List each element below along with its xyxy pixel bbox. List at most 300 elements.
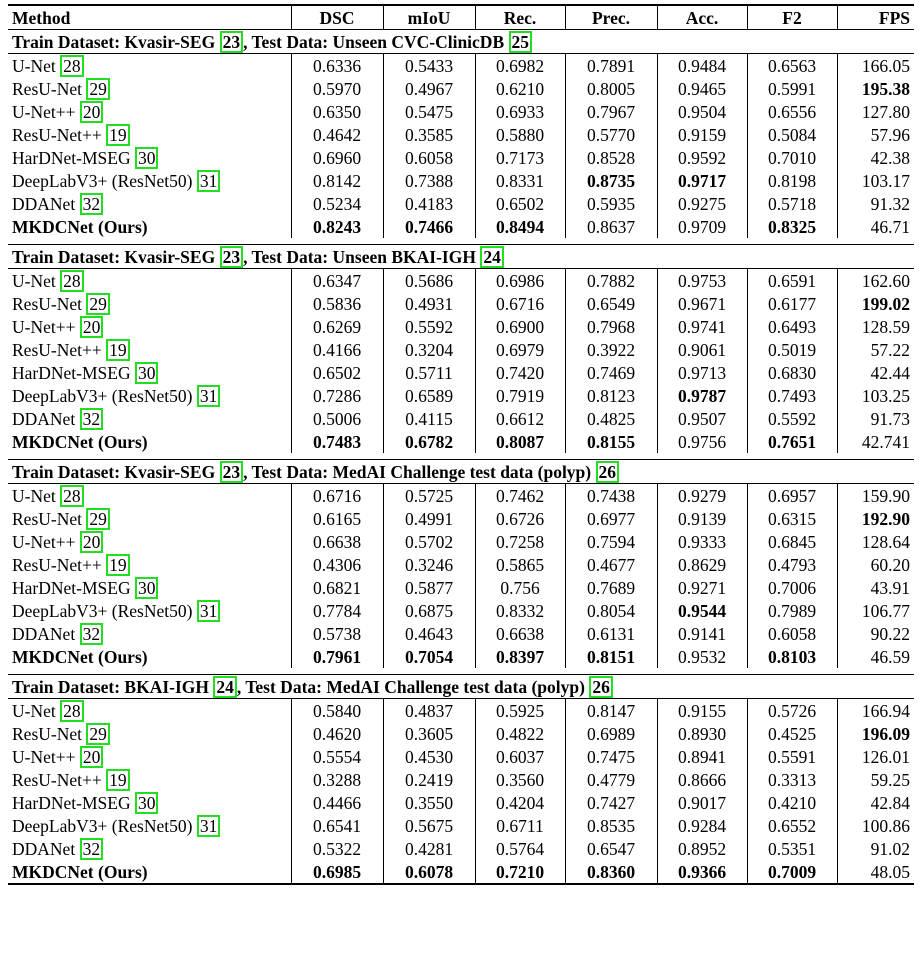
method-cell <box>8 484 291 508</box>
fps-cell: 42.38 <box>837 146 914 169</box>
f2-cell: 0.7010 <box>747 146 837 169</box>
method-cell <box>8 169 291 192</box>
method-cell <box>8 100 291 123</box>
miou-cell: 0.6078 <box>383 860 475 884</box>
citation-link[interactable]: 30 <box>135 362 159 384</box>
fps-cell: 195.38 <box>837 77 914 100</box>
citation-link[interactable]: 28 <box>60 485 84 507</box>
dsc-cell: 0.6350 <box>291 100 383 123</box>
table-row <box>8 338 914 361</box>
section-title-text: , Test Data: MedAI Challenge test data (polyp) <box>236 676 590 697</box>
recall-cell: 0.6711 <box>475 814 565 837</box>
method-cell <box>8 430 291 453</box>
dsc-cell: 0.7286 <box>291 384 383 407</box>
precision-cell: 0.8155 <box>565 430 657 453</box>
method-name: DDANet <box>12 623 80 644</box>
precision-cell: 0.6989 <box>565 722 657 745</box>
method-cell <box>8 699 291 723</box>
precision-cell: 0.7594 <box>565 530 657 553</box>
citation-link[interactable]: 32 <box>80 623 104 645</box>
fps-cell: 162.60 <box>837 269 914 293</box>
table-row <box>8 192 914 215</box>
precision-cell: 0.6977 <box>565 507 657 530</box>
precision-cell: 0.8147 <box>565 699 657 723</box>
table-row <box>8 745 914 768</box>
precision-cell: 0.7967 <box>565 100 657 123</box>
fps-cell: 100.86 <box>837 814 914 837</box>
fps-cell: 127.80 <box>837 100 914 123</box>
table-row <box>8 215 914 238</box>
method-cell <box>8 645 291 668</box>
section-title-text: Train Dataset: Kvasir-SEG <box>12 246 220 267</box>
dsc-cell: 0.4166 <box>291 338 383 361</box>
method-cell <box>8 384 291 407</box>
miou-cell: 0.3204 <box>383 338 475 361</box>
table-row <box>8 814 914 837</box>
miou-cell: 0.6058 <box>383 146 475 169</box>
dsc-cell: 0.8243 <box>291 215 383 238</box>
header-f2: F2 <box>747 5 837 30</box>
precision-cell: 0.8005 <box>565 77 657 100</box>
citation-link[interactable]: 19 <box>106 339 130 361</box>
miou-cell: 0.3605 <box>383 722 475 745</box>
recall-cell: 0.8087 <box>475 430 565 453</box>
table-row <box>8 407 914 430</box>
section-title <box>8 30 914 54</box>
recall-cell: 0.5764 <box>475 837 565 860</box>
fps-cell: 103.17 <box>837 169 914 192</box>
fps-cell: 57.22 <box>837 338 914 361</box>
miou-cell: 0.4530 <box>383 745 475 768</box>
method-name: U-Net++ <box>12 101 80 122</box>
dsc-cell: 0.5006 <box>291 407 383 430</box>
table-row <box>8 837 914 860</box>
dsc-cell: 0.7483 <box>291 430 383 453</box>
f2-cell: 0.5718 <box>747 192 837 215</box>
dsc-cell: 0.6347 <box>291 269 383 293</box>
method-name: U-Net++ <box>12 531 80 552</box>
method-name: HarDNet-MSEG <box>12 577 135 598</box>
section-title-text: , Test Data: Unseen CVC-ClinicDB <box>243 31 509 52</box>
dsc-cell: 0.8142 <box>291 169 383 192</box>
table-row <box>8 123 914 146</box>
citation-link[interactable]: 19 <box>106 769 130 791</box>
fps-cell: 91.32 <box>837 192 914 215</box>
header-precision: Prec. <box>565 5 657 30</box>
table-row <box>8 484 914 508</box>
precision-cell: 0.7882 <box>565 269 657 293</box>
citation-link[interactable]: 24 <box>480 246 504 268</box>
dsc-cell: 0.6165 <box>291 507 383 530</box>
method-name: ResU-Net++ <box>12 554 107 575</box>
precision-cell: 0.3922 <box>565 338 657 361</box>
method-cell <box>8 814 291 837</box>
method-name: DDANet <box>12 408 80 429</box>
accuracy-cell: 0.8930 <box>657 722 747 745</box>
table-row <box>8 315 914 338</box>
table-row <box>8 699 914 723</box>
accuracy-cell: 0.9284 <box>657 814 747 837</box>
method-cell <box>8 77 291 100</box>
miou-cell: 0.5433 <box>383 54 475 78</box>
f2-cell: 0.6830 <box>747 361 837 384</box>
citation-link[interactable]: 28 <box>60 700 84 722</box>
f2-cell: 0.5991 <box>747 77 837 100</box>
dsc-cell: 0.5322 <box>291 837 383 860</box>
method-name: ResU-Net++ <box>12 769 107 790</box>
method-name: ResU-Net++ <box>12 124 107 145</box>
accuracy-cell: 0.8952 <box>657 837 747 860</box>
method-cell <box>8 123 291 146</box>
recall-cell: 0.3560 <box>475 768 565 791</box>
dsc-cell: 0.4642 <box>291 123 383 146</box>
f2-cell: 0.5592 <box>747 407 837 430</box>
method-cell <box>8 553 291 576</box>
citation-link[interactable]: 25 <box>509 31 533 53</box>
method-name: ResU-Net <box>12 723 87 744</box>
f2-cell: 0.6177 <box>747 292 837 315</box>
accuracy-cell: 0.9061 <box>657 338 747 361</box>
method-name: MKDCNet (Ours) <box>12 646 148 667</box>
method-name: MKDCNet (Ours) <box>12 216 148 237</box>
fps-cell: 126.01 <box>837 745 914 768</box>
table-row <box>8 169 914 192</box>
recall-cell: 0.756 <box>475 576 565 599</box>
table-row <box>8 146 914 169</box>
precision-cell: 0.6549 <box>565 292 657 315</box>
accuracy-cell: 0.8666 <box>657 768 747 791</box>
f2-cell: 0.4210 <box>747 791 837 814</box>
precision-cell: 0.7475 <box>565 745 657 768</box>
method-cell <box>8 192 291 215</box>
citation-link[interactable]: 20 <box>80 746 104 768</box>
miou-cell: 0.3246 <box>383 553 475 576</box>
fps-cell: 42.84 <box>837 791 914 814</box>
accuracy-cell: 0.9484 <box>657 54 747 78</box>
method-cell <box>8 837 291 860</box>
recall-cell: 0.6726 <box>475 507 565 530</box>
f2-cell: 0.6591 <box>747 269 837 293</box>
miou-cell: 0.7466 <box>383 215 475 238</box>
table-row <box>8 430 914 453</box>
recall-cell: 0.8397 <box>475 645 565 668</box>
citation-link[interactable]: 31 <box>197 815 221 837</box>
citation-link[interactable]: 20 <box>80 531 104 553</box>
f2-cell: 0.6563 <box>747 54 837 78</box>
citation-link[interactable]: 32 <box>80 408 104 430</box>
f2-cell: 0.7989 <box>747 599 837 622</box>
method-name: ResU-Net++ <box>12 339 107 360</box>
dsc-cell: 0.5738 <box>291 622 383 645</box>
method-cell <box>8 507 291 530</box>
header-recall: Rec. <box>475 5 565 30</box>
citation-link[interactable]: 24 <box>213 676 237 698</box>
method-name: HarDNet-MSEG <box>12 792 135 813</box>
header-method: Method <box>8 5 291 30</box>
method-cell <box>8 599 291 622</box>
method-name: ResU-Net <box>12 508 87 529</box>
method-name: MKDCNet (Ours) <box>12 431 148 452</box>
miou-cell: 0.6589 <box>383 384 475 407</box>
section-title-text: , Test Data: Unseen BKAI-IGH <box>243 246 481 267</box>
f2-cell: 0.7493 <box>747 384 837 407</box>
table-row <box>8 384 914 407</box>
table-row <box>8 553 914 576</box>
precision-cell: 0.6547 <box>565 837 657 860</box>
fps-cell: 48.05 <box>837 860 914 884</box>
section-title-text: Train Dataset: BKAI-IGH <box>12 676 214 697</box>
method-name: U-Net <box>12 270 61 291</box>
dsc-cell: 0.6985 <box>291 860 383 884</box>
table-row <box>8 292 914 315</box>
method-cell <box>8 215 291 238</box>
miou-cell: 0.7388 <box>383 169 475 192</box>
citation-link[interactable]: 23 <box>220 246 244 268</box>
method-name: HarDNet-MSEG <box>12 147 135 168</box>
recall-cell: 0.6037 <box>475 745 565 768</box>
precision-cell: 0.5935 <box>565 192 657 215</box>
precision-cell: 0.8054 <box>565 599 657 622</box>
citation-link[interactable]: 32 <box>80 838 104 860</box>
accuracy-cell: 0.9756 <box>657 430 747 453</box>
miou-cell: 0.5711 <box>383 361 475 384</box>
method-name: U-Net++ <box>12 316 80 337</box>
citation-link[interactable]: 19 <box>106 554 130 576</box>
section-title-text: Train Dataset: Kvasir-SEG <box>12 461 220 482</box>
fps-cell: 166.05 <box>837 54 914 78</box>
method-cell <box>8 338 291 361</box>
miou-cell: 0.4931 <box>383 292 475 315</box>
fps-cell: 192.90 <box>837 507 914 530</box>
method-name: ResU-Net <box>12 78 87 99</box>
fps-cell: 60.20 <box>837 553 914 576</box>
accuracy-cell: 0.9504 <box>657 100 747 123</box>
dsc-cell: 0.6960 <box>291 146 383 169</box>
miou-cell: 0.5725 <box>383 484 475 508</box>
method-name: DeepLabV3+ (ResNet50) <box>12 600 197 621</box>
accuracy-cell: 0.9713 <box>657 361 747 384</box>
fps-cell: 59.25 <box>837 768 914 791</box>
table-row <box>8 599 914 622</box>
citation-link[interactable]: 29 <box>86 723 110 745</box>
f2-cell: 0.5591 <box>747 745 837 768</box>
dsc-cell: 0.3288 <box>291 768 383 791</box>
recall-cell: 0.7210 <box>475 860 565 884</box>
miou-cell: 0.3550 <box>383 791 475 814</box>
precision-cell: 0.7891 <box>565 54 657 78</box>
citation-link[interactable]: 23 <box>220 31 244 53</box>
dsc-cell: 0.4620 <box>291 722 383 745</box>
precision-cell: 0.7689 <box>565 576 657 599</box>
f2-cell: 0.8325 <box>747 215 837 238</box>
miou-cell: 0.3585 <box>383 123 475 146</box>
accuracy-cell: 0.9465 <box>657 77 747 100</box>
recall-cell: 0.6502 <box>475 192 565 215</box>
precision-cell: 0.4677 <box>565 553 657 576</box>
citation-link[interactable]: 32 <box>80 193 104 215</box>
miou-cell: 0.4967 <box>383 77 475 100</box>
table-row <box>8 530 914 553</box>
accuracy-cell: 0.9544 <box>657 599 747 622</box>
table-row <box>8 507 914 530</box>
citation-link[interactable]: 29 <box>86 78 110 100</box>
citation-link[interactable]: 23 <box>220 461 244 483</box>
method-cell <box>8 54 291 78</box>
dsc-cell: 0.6638 <box>291 530 383 553</box>
section-title <box>8 245 914 269</box>
accuracy-cell: 0.9279 <box>657 484 747 508</box>
accuracy-cell: 0.9333 <box>657 530 747 553</box>
miou-cell: 0.2419 <box>383 768 475 791</box>
precision-cell: 0.6131 <box>565 622 657 645</box>
citation-link[interactable]: 31 <box>197 385 221 407</box>
method-cell <box>8 530 291 553</box>
citation-link[interactable]: 26 <box>589 676 613 698</box>
f2-cell: 0.3313 <box>747 768 837 791</box>
table-row <box>8 791 914 814</box>
method-name: DDANet <box>12 193 80 214</box>
accuracy-cell: 0.9741 <box>657 315 747 338</box>
recall-cell: 0.7258 <box>475 530 565 553</box>
table-row <box>8 768 914 791</box>
dsc-cell: 0.5554 <box>291 745 383 768</box>
miou-cell: 0.4281 <box>383 837 475 860</box>
dsc-cell: 0.7961 <box>291 645 383 668</box>
recall-cell: 0.5880 <box>475 123 565 146</box>
method-name: ResU-Net <box>12 293 87 314</box>
fps-cell: 46.59 <box>837 645 914 668</box>
dsc-cell: 0.5970 <box>291 77 383 100</box>
recall-cell: 0.8332 <box>475 599 565 622</box>
dsc-cell: 0.6336 <box>291 54 383 78</box>
recall-cell: 0.6986 <box>475 269 565 293</box>
citation-link[interactable]: 30 <box>135 147 159 169</box>
citation-link[interactable]: 29 <box>86 293 110 315</box>
method-cell <box>8 768 291 791</box>
table-row <box>8 722 914 745</box>
method-cell <box>8 407 291 430</box>
miou-cell: 0.5686 <box>383 269 475 293</box>
miou-cell: 0.4183 <box>383 192 475 215</box>
f2-cell: 0.7651 <box>747 430 837 453</box>
table-row <box>8 54 914 78</box>
header-fps: FPS <box>837 5 914 30</box>
citation-link[interactable]: 28 <box>60 270 84 292</box>
dsc-cell: 0.5836 <box>291 292 383 315</box>
precision-cell: 0.8151 <box>565 645 657 668</box>
recall-cell: 0.6933 <box>475 100 565 123</box>
recall-cell: 0.7462 <box>475 484 565 508</box>
dsc-cell: 0.6269 <box>291 315 383 338</box>
dsc-cell: 0.6716 <box>291 484 383 508</box>
dsc-cell: 0.6541 <box>291 814 383 837</box>
precision-cell: 0.7469 <box>565 361 657 384</box>
citation-link[interactable]: 20 <box>80 316 104 338</box>
method-cell <box>8 315 291 338</box>
section-header-row <box>8 30 914 54</box>
citation-link[interactable]: 31 <box>197 170 221 192</box>
f2-cell: 0.6493 <box>747 315 837 338</box>
recall-cell: 0.6638 <box>475 622 565 645</box>
results-table-container <box>8 4 914 885</box>
method-cell <box>8 860 291 884</box>
citation-link[interactable]: 30 <box>135 577 159 599</box>
table-row <box>8 622 914 645</box>
recall-cell: 0.8331 <box>475 169 565 192</box>
method-name: U-Net <box>12 700 61 721</box>
method-name: U-Net <box>12 485 61 506</box>
precision-cell: 0.8123 <box>565 384 657 407</box>
method-name: DeepLabV3+ (ResNet50) <box>12 385 197 406</box>
f2-cell: 0.5019 <box>747 338 837 361</box>
accuracy-cell: 0.9507 <box>657 407 747 430</box>
miou-cell: 0.5877 <box>383 576 475 599</box>
method-name: U-Net <box>12 55 61 76</box>
method-name: U-Net++ <box>12 746 80 767</box>
fps-cell: 166.94 <box>837 699 914 723</box>
recall-cell: 0.6900 <box>475 315 565 338</box>
fps-cell: 103.25 <box>837 384 914 407</box>
miou-cell: 0.5592 <box>383 315 475 338</box>
method-name: HarDNet-MSEG <box>12 362 135 383</box>
table-row <box>8 860 914 884</box>
precision-cell: 0.8735 <box>565 169 657 192</box>
precision-cell: 0.8535 <box>565 814 657 837</box>
method-cell <box>8 791 291 814</box>
accuracy-cell: 0.9753 <box>657 269 747 293</box>
accuracy-cell: 0.9592 <box>657 146 747 169</box>
recall-cell: 0.5865 <box>475 553 565 576</box>
accuracy-cell: 0.9139 <box>657 507 747 530</box>
method-name: DDANet <box>12 838 80 859</box>
section-title <box>8 675 914 699</box>
section-title-text: Train Dataset: Kvasir-SEG <box>12 31 220 52</box>
citation-link[interactable]: 26 <box>596 461 620 483</box>
accuracy-cell: 0.9155 <box>657 699 747 723</box>
precision-cell: 0.7427 <box>565 791 657 814</box>
citation-link[interactable]: 31 <box>197 600 221 622</box>
f2-cell: 0.6957 <box>747 484 837 508</box>
header-row <box>8 5 914 30</box>
accuracy-cell: 0.9275 <box>657 192 747 215</box>
fps-cell: 106.77 <box>837 599 914 622</box>
recall-cell: 0.8494 <box>475 215 565 238</box>
citation-link[interactable]: 28 <box>60 55 84 77</box>
citation-link[interactable]: 20 <box>80 101 104 123</box>
miou-cell: 0.5475 <box>383 100 475 123</box>
method-name: MKDCNet (Ours) <box>12 861 148 882</box>
fps-cell: 128.64 <box>837 530 914 553</box>
precision-cell: 0.5770 <box>565 123 657 146</box>
precision-cell: 0.4825 <box>565 407 657 430</box>
f2-cell: 0.6058 <box>747 622 837 645</box>
recall-cell: 0.6979 <box>475 338 565 361</box>
citation-link[interactable]: 29 <box>86 508 110 530</box>
fps-cell: 42.44 <box>837 361 914 384</box>
citation-link[interactable]: 19 <box>106 124 130 146</box>
accuracy-cell: 0.8629 <box>657 553 747 576</box>
fps-cell: 199.02 <box>837 292 914 315</box>
accuracy-cell: 0.9141 <box>657 622 747 645</box>
citation-link[interactable]: 30 <box>135 792 159 814</box>
f2-cell: 0.8198 <box>747 169 837 192</box>
recall-cell: 0.6716 <box>475 292 565 315</box>
precision-cell: 0.7438 <box>565 484 657 508</box>
recall-cell: 0.4204 <box>475 791 565 814</box>
precision-cell: 0.4779 <box>565 768 657 791</box>
method-name: DeepLabV3+ (ResNet50) <box>12 170 197 191</box>
miou-cell: 0.5675 <box>383 814 475 837</box>
